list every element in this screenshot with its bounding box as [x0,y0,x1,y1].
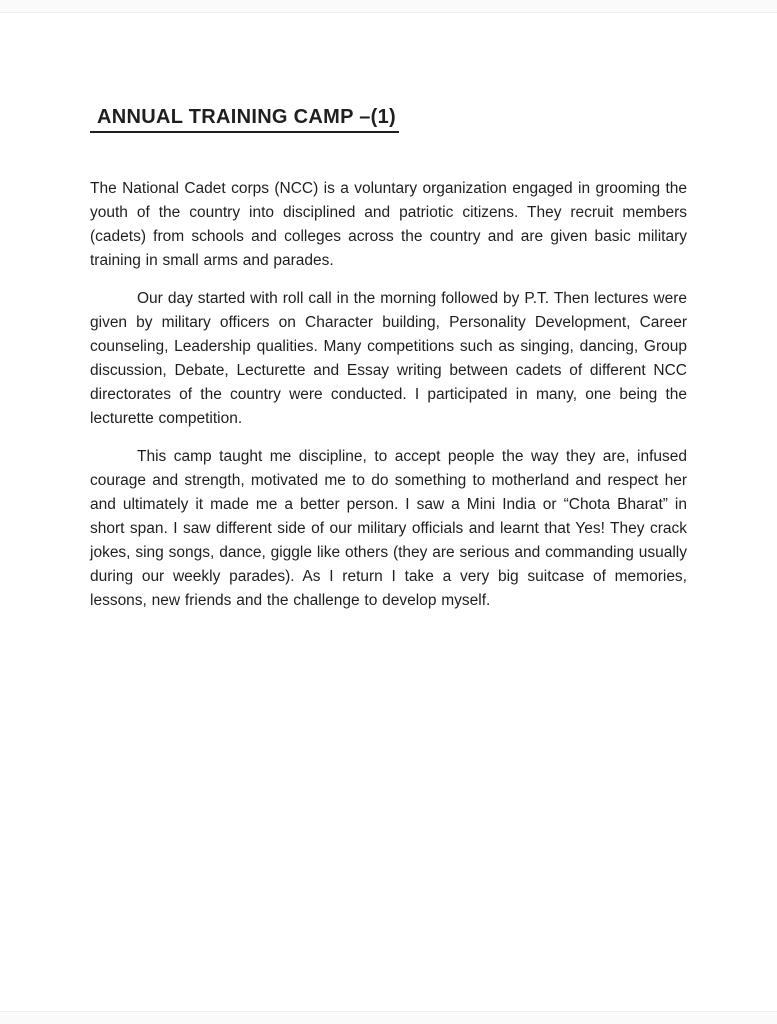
page-edge-top [0,0,777,13]
paragraph-conclusion: This camp taught me discipline, to accept people the way they are, infused courage and strength, motivated me to do something to motherland and respect her and ultimately it made me a better person. I saw a Mini India or “Chota Bharat” in short span. I saw different side of our military officials and learnt that Yes! They crack jokes, sing songs, dance, giggle like others (they are serious and commanding usually during our weekly parades). As I return I take a very big suitcase of memories, lessons, new friends and the challenge to develop myself. [90,448,687,609]
document-title [90,106,687,133]
paragraph-daily-routine: Our day started with roll call in the morning followed by P.T. Then lectures were given by military officers on Character building, Personality Development, Career counseling, Leadership qualities. Many competitions such as singing, dancing, Group discussion, Debate, Lecturette and Essay writing between cadets of different NCC directorates of the country were conducted. I participated in many, one being the lecturette competition. [90,290,687,427]
document-title-text: ANNUAL TRAINING CAMP –(1) [90,106,399,133]
page-edge-bottom [0,1011,777,1024]
document-content [90,106,687,613]
paragraph-intro: The National Cadet corps (NCC) is a voluntary organization engaged in grooming the youth of the country into disciplined and patriotic citizens. They recruit members (cadets) from schools and colleges across the country and are given basic military training in small arms and parades. [90,180,687,269]
